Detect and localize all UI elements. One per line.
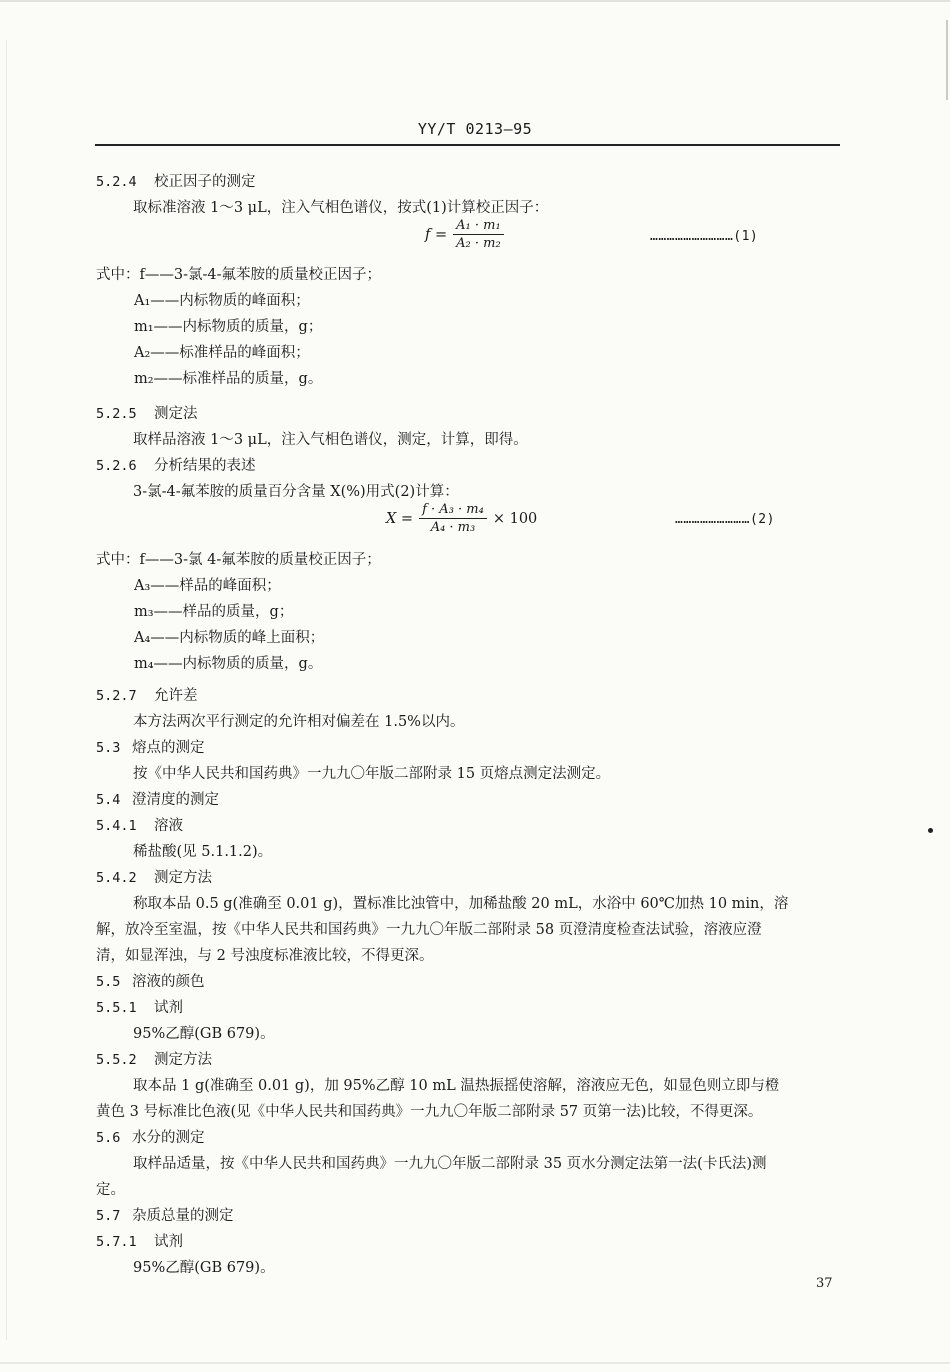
section-number: 5.4 bbox=[96, 792, 121, 808]
document-header-code: YY/T 0213—95 bbox=[417, 120, 533, 138]
section-number: 5.2.4 bbox=[96, 174, 137, 190]
scan-edge-left bbox=[6, 40, 7, 1340]
section-heading bbox=[96, 1204, 234, 1225]
section-title: 允许差 bbox=[154, 688, 198, 704]
section-title: 水分的测定 bbox=[132, 1130, 205, 1146]
formula-1-fraction bbox=[453, 218, 504, 251]
symbol-definition: 式中：f——3-氯-4-氟苯胺的质量校正因子； bbox=[96, 267, 382, 283]
formula-2 bbox=[386, 502, 537, 535]
page-number: 37 bbox=[816, 1276, 833, 1291]
section-heading bbox=[96, 970, 205, 991]
section-number: 5.2.5 bbox=[96, 406, 137, 422]
section-heading bbox=[96, 402, 198, 423]
section-number: 5.2.6 bbox=[96, 458, 137, 474]
section-heading bbox=[96, 866, 212, 887]
formula-2-number: ………………………(2) bbox=[675, 512, 775, 527]
section-number: 5.3 bbox=[96, 740, 121, 756]
section-number: 5.5.1 bbox=[96, 1000, 137, 1016]
paragraph-line: 本方法两次平行测定的允许相对偏差在 1.5%以内。 bbox=[133, 714, 465, 730]
section-title: 熔点的测定 bbox=[132, 740, 205, 756]
paragraph-line: 称取本品 0.5 g(准确至 0.01 g)，置标准比浊管中，加稀盐酸 20 mL，水浴中 60℃加热 10 min，溶 bbox=[133, 896, 789, 912]
formula-2-denominator: A₄ · m₃ bbox=[430, 520, 476, 535]
section-number: 5.7 bbox=[96, 1208, 121, 1224]
paragraph-line: 清，如显浑浊，与 2 号浊度标准液比较，不得更深。 bbox=[96, 948, 434, 964]
formula-2-fraction bbox=[419, 502, 487, 535]
paragraph-line: 稀盐酸(见 5.1.1.2)。 bbox=[133, 844, 273, 860]
section-heading bbox=[96, 170, 256, 191]
scan-edge-bottom bbox=[0, 1362, 950, 1364]
symbol-definition: A₄——内标物质的峰上面积； bbox=[134, 630, 325, 646]
symbol-definition: m₃——样品的质量，g； bbox=[134, 604, 294, 620]
section-number: 5.5.2 bbox=[96, 1052, 137, 1068]
formula-1-number: …………………………(1) bbox=[650, 229, 759, 244]
section-heading bbox=[96, 736, 205, 757]
paragraph-line: 取样品适量，按《中华人民共和国药典》一九九〇年版二部附录 35 页水分测定法第一法(卡氏法)测 bbox=[133, 1156, 767, 1172]
section-title: 校正因子的测定 bbox=[154, 174, 256, 190]
section-title: 澄清度的测定 bbox=[132, 792, 219, 808]
paragraph-line: 3-氯-4-氟苯胺的质量百分含量 X(%)用式(2)计算： bbox=[133, 484, 459, 500]
symbol-definition: m₂——标准样品的质量，g。 bbox=[134, 371, 323, 387]
symbol-definition: A₁——内标物质的峰面积； bbox=[134, 293, 310, 309]
symbol-definition: m₄——内标物质的质量，g。 bbox=[134, 656, 323, 672]
paragraph-line: 黄色 3 号标准比色液(见《中华人民共和国药典》一九九〇年版二部附录 57 页第一法)比较，不得更深。 bbox=[96, 1104, 763, 1120]
formula-2-numerator: f · A₃ · m₄ bbox=[419, 502, 487, 519]
symbol-definition: m₁——内标物质的质量，g； bbox=[134, 319, 323, 335]
section-number: 5.7.1 bbox=[96, 1234, 137, 1250]
formula-2-lhs: X = bbox=[386, 510, 414, 527]
section-title: 试剂 bbox=[154, 1000, 183, 1016]
section-title: 杂质总量的测定 bbox=[132, 1208, 234, 1224]
section-heading bbox=[96, 454, 256, 475]
header-rule bbox=[95, 144, 840, 146]
symbol-definition: A₂——标准样品的峰面积； bbox=[134, 345, 310, 361]
formula-1-numerator: A₁ · m₁ bbox=[453, 218, 504, 235]
section-heading bbox=[96, 814, 183, 835]
paragraph-line: 按《中华人民共和国药典》一九九〇年版二部附录 15 页熔点测定法测定。 bbox=[133, 766, 611, 782]
section-heading bbox=[96, 1048, 212, 1069]
formula-1 bbox=[425, 218, 504, 251]
section-number: 5.4.2 bbox=[96, 870, 137, 886]
section-heading bbox=[96, 996, 183, 1017]
scan-edge-top bbox=[0, 0, 950, 2]
formula-2-rhs: × 100 bbox=[492, 510, 538, 527]
symbol-definition: 式中：f——3-氯 4-氟苯胺的质量校正因子； bbox=[96, 552, 381, 568]
section-heading bbox=[96, 684, 198, 705]
section-number: 5.6 bbox=[96, 1130, 121, 1146]
section-number: 5.4.1 bbox=[96, 818, 137, 834]
paragraph-line: 定。 bbox=[96, 1182, 125, 1198]
paragraph-line: 95%乙醇(GB 679)。 bbox=[133, 1260, 275, 1276]
paragraph-line: 取本品 1 g(准确至 0.01 g)，加 95%乙醇 10 mL 温热振摇使溶解，溶液应无色，如显色则立即与橙 bbox=[133, 1078, 780, 1094]
section-heading bbox=[96, 1126, 205, 1147]
section-number: 5.5 bbox=[96, 974, 121, 990]
paragraph-line: 取样品溶液 1～3 μL，注入气相色谱仪，测定，计算，即得。 bbox=[133, 432, 528, 448]
paragraph-line: 解，放冷至室温，按《中华人民共和国药典》一九九〇年版二部附录 58 页澄清度检查法试验，溶液应澄 bbox=[96, 922, 762, 938]
scan-edge-right bbox=[946, 20, 948, 100]
formula-1-denominator: A₂ · m₂ bbox=[456, 236, 501, 251]
section-title: 测定方法 bbox=[154, 1052, 212, 1068]
section-number: 5.2.7 bbox=[96, 688, 137, 704]
section-heading bbox=[96, 788, 219, 809]
section-title: 溶液 bbox=[154, 818, 183, 834]
section-title: 试剂 bbox=[154, 1234, 183, 1250]
scan-dot bbox=[928, 828, 933, 833]
section-title: 溶液的颜色 bbox=[132, 974, 205, 990]
section-heading bbox=[96, 1230, 183, 1251]
section-title: 测定法 bbox=[154, 406, 198, 422]
section-title: 测定方法 bbox=[154, 870, 212, 886]
section-title: 分析结果的表述 bbox=[154, 458, 256, 474]
symbol-definition: A₃——样品的峰面积； bbox=[134, 578, 281, 594]
paragraph-line: 95%乙醇(GB 679)。 bbox=[133, 1026, 275, 1042]
paragraph-line: 取标准溶液 1～3 μL，注入气相色谱仪，按式(1)计算校正因子： bbox=[133, 200, 549, 216]
formula-1-lhs: f = bbox=[425, 226, 448, 243]
